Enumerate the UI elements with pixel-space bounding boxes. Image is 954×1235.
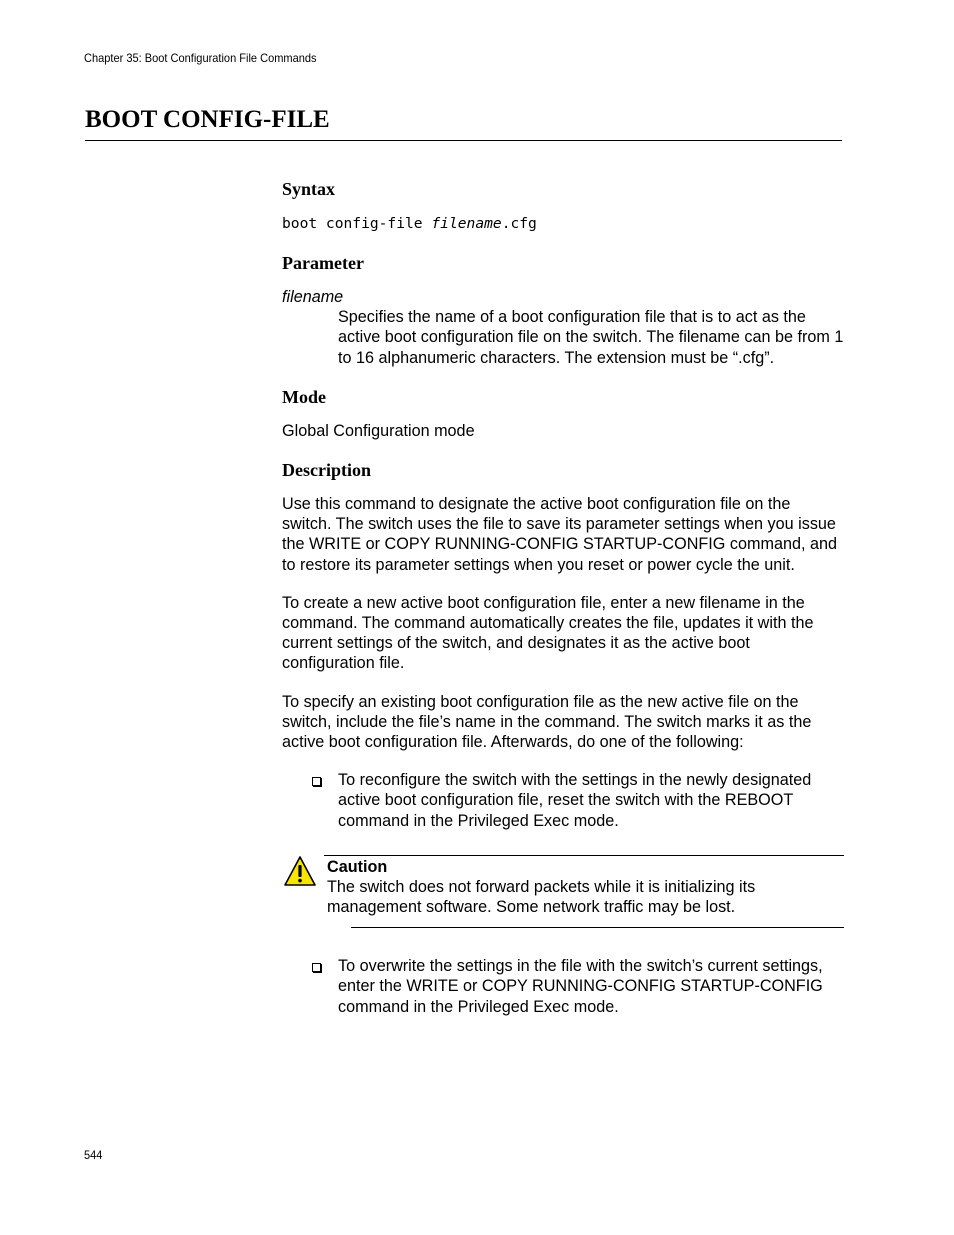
parameter-description: Specifies the name of a boot configuration file that is to act as the active boot configuration file on the switch. The filename can be from 1 to 16 alphanumeric characters. The extension must be “.cfg”. [338,308,844,367]
list-item [282,956,844,1017]
list-item-text: To overwrite the settings in the file with the switch’s current settings, enter the WRITE or COPY RUNNING-CONFIG STARTUP-CONFIG command in the Privileged Exec mode. [338,957,823,1016]
syntax-command [282,214,844,234]
list-item [282,770,844,831]
description-paragraph-2: To create a new active boot configuration file, enter a new filename in the command. The command automatically creates the file, updates it with the current settings of the switch, and designates it as the active boot configuration file. [282,593,814,673]
caution-label: Caution [327,857,388,876]
syntax-argument: filename [431,215,502,232]
caution-note [282,855,844,928]
caution-top-rule [324,855,844,856]
description-paragraph-1: Use this command to designate the active boot configuration file on the switch. The switch uses the file to save its parameter settings when you issue the WRITE or COPY RUNNING-CONFIG STARTUP-CONFIG command, and to restore its parameter settings when you reset or power cycle the unit. [282,495,837,574]
mode-heading: Mode [282,386,326,407]
syntax-command-name: boot config-file [282,215,423,232]
description-paragraph-3: To specify an existing boot configuration file as the new active file on the switch, include the file’s name in the command. The switch marks it as the active boot configuration file. Afterwards, do one of the following: [282,692,812,752]
checkbox-bullet-icon [312,777,321,786]
mode-text: Global Configuration mode [282,421,475,440]
parameter-name: filename [282,288,344,306]
caution-bottom-rule [351,927,844,928]
warning-triangle-icon [283,855,317,887]
page-title: BOOT CONFIG-FILE [85,106,330,133]
title-rule [85,140,842,141]
parameter-heading: Parameter [282,253,364,273]
list-item-text: To reconfigure the switch with the settings in the newly designated active boot configuration file, reset the switch with the REBOOT command in the Privileged Exec mode. [338,771,812,830]
syntax-heading: Syntax [282,179,336,199]
caution-body [327,857,844,917]
page-number: 544 [84,1148,103,1162]
running-header: Chapter 35: Boot Configuration File Commands [84,51,317,65]
syntax-suffix: .cfg [501,215,537,232]
description-heading: Description [282,460,371,481]
checkbox-bullet-icon [312,963,321,972]
caution-text: The switch does not forward packets while it is initializing its management software. Some network traffic may be lost. [327,877,756,917]
content-column [282,178,844,1017]
